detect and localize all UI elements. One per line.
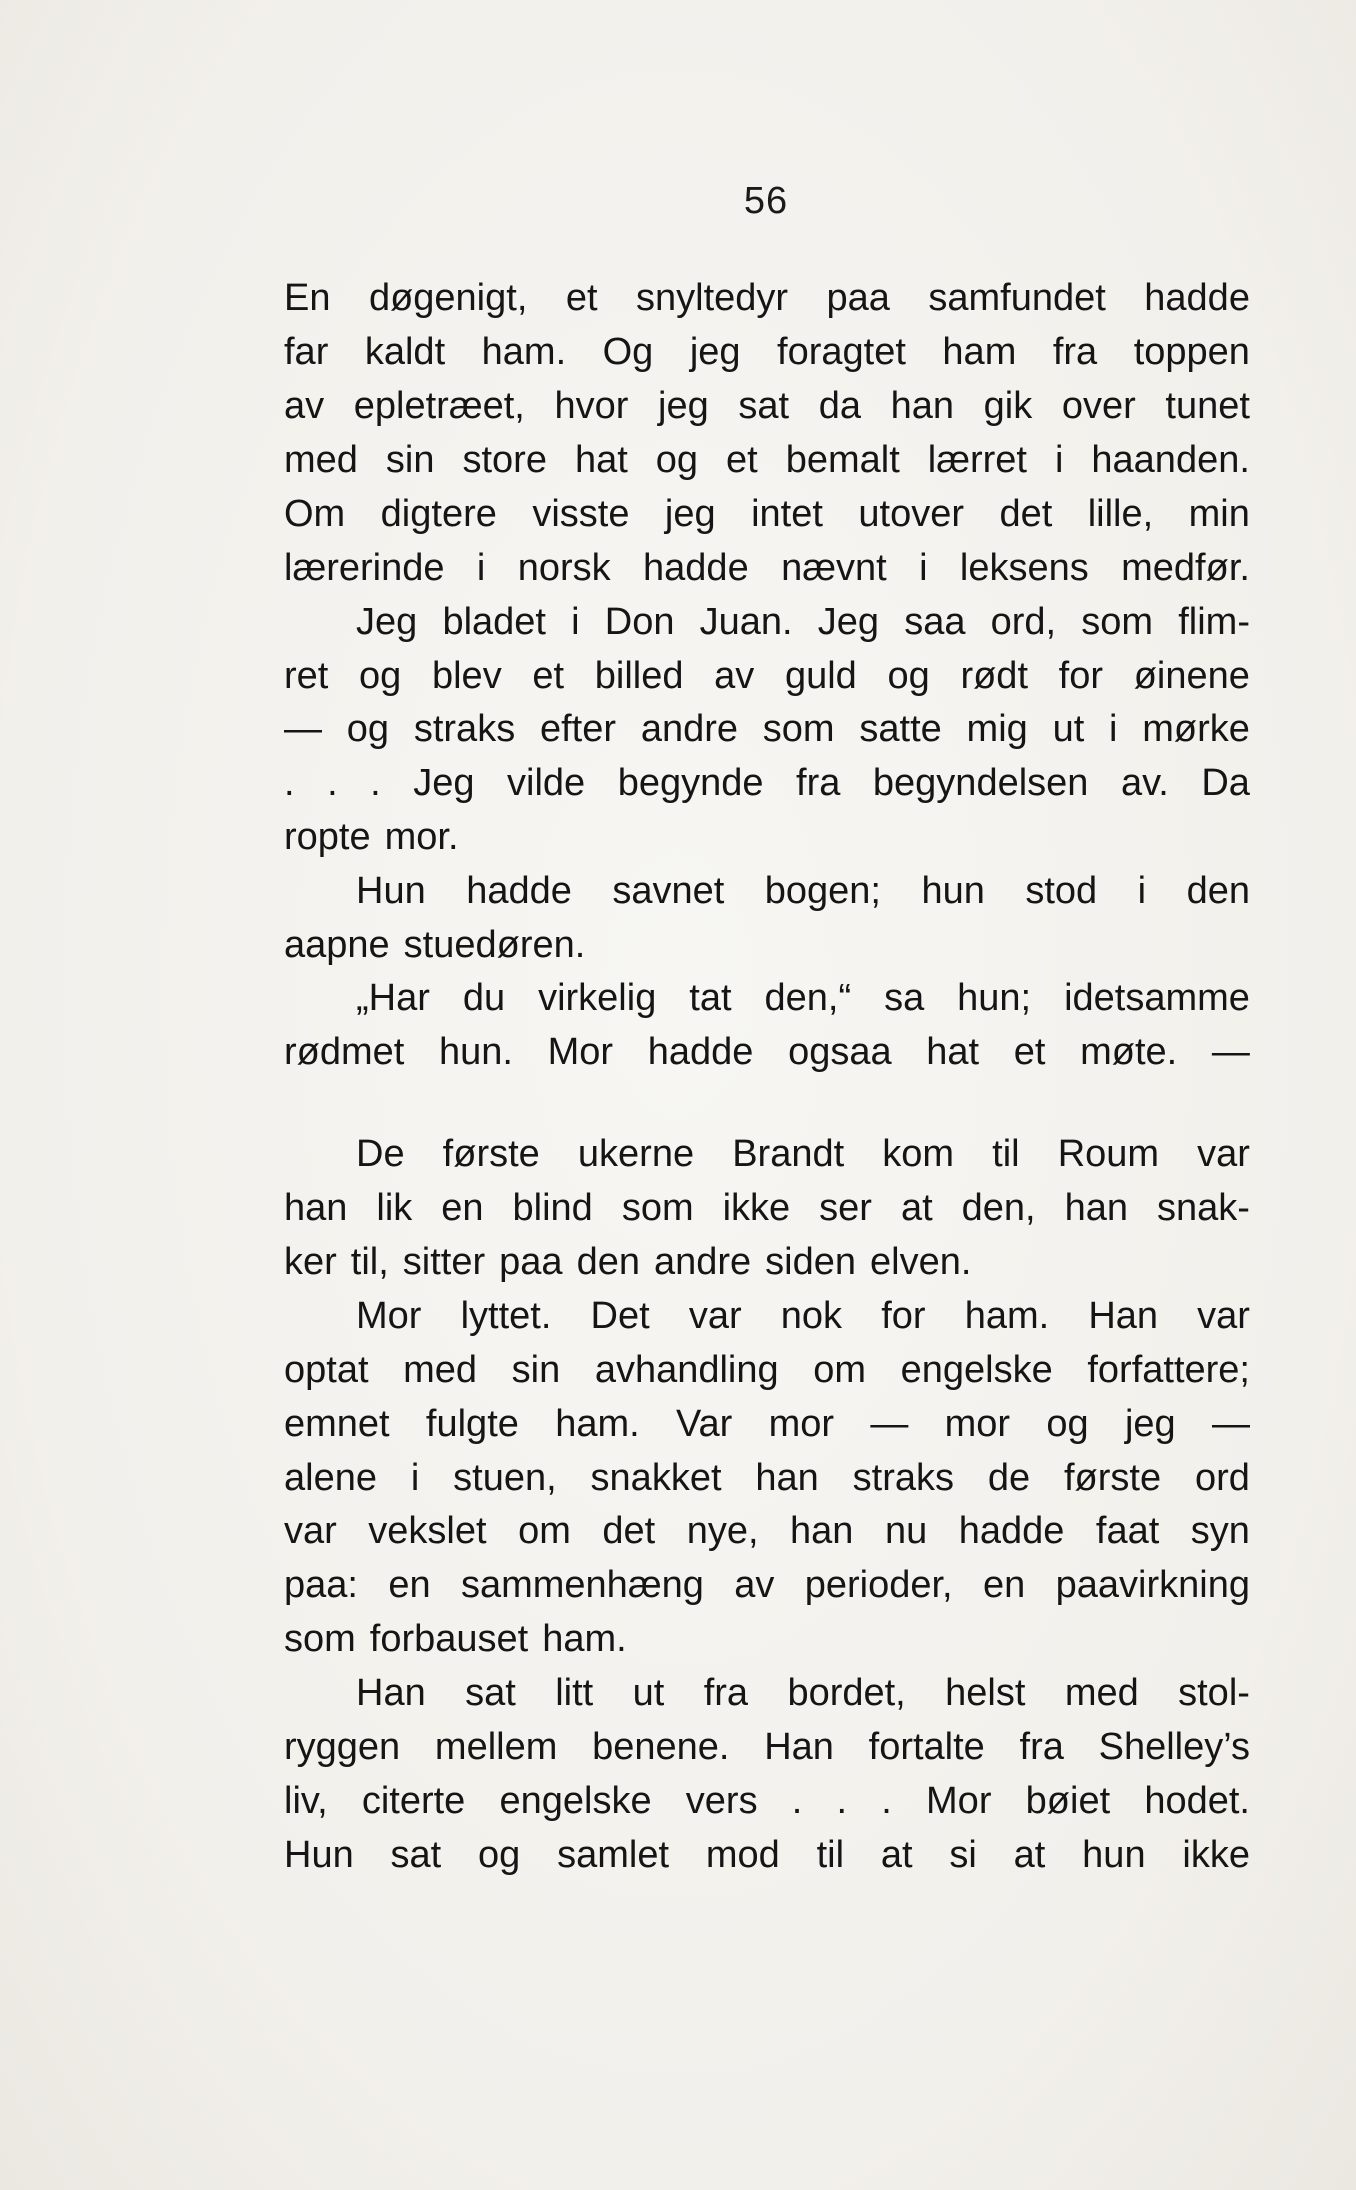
text-line: . . . Jeg vilde begynde fra begyndelsen av. Da: [284, 762, 1250, 804]
text-line: ropte mor.: [284, 816, 459, 858]
text-line: han lik en blind som ikke ser at den, han snak-: [284, 1187, 1250, 1229]
text-line: liv, citerte engelske vers . . . Mor bøiet hodet.: [284, 1780, 1250, 1822]
text-line: — og straks efter andre som satte mig ut i mørke: [284, 708, 1250, 750]
text-line: Jeg bladet i Don Juan. Jeg saa ord, som flim-: [356, 601, 1250, 643]
text-line: „Har du virkelig tat den,“ sa hun; idetsamme: [356, 977, 1250, 1019]
text-line: som forbauset ham.: [284, 1618, 627, 1660]
text-line: Hun sat og samlet mod til at si at hun ikke: [284, 1834, 1250, 1876]
text-line: lærerinde i norsk hadde nævnt i leksens medfør.: [284, 547, 1250, 589]
text-line: En døgenigt, et snyltedyr paa samfundet hadde: [284, 277, 1250, 319]
text-line: Mor lyttet. Det var nok for ham. Han var: [356, 1295, 1250, 1337]
text-line: ret og blev et billed av guld og rødt for øinene: [284, 655, 1250, 697]
text-line: var vekslet om det nye, han nu hadde faat syn: [284, 1510, 1250, 1552]
text-line: emnet fulgte ham. Var mor — mor og jeg —: [284, 1403, 1250, 1445]
text-line: optat med sin avhandling om engelske forfattere;: [284, 1349, 1250, 1391]
text-line: Hun hadde savnet bogen; hun stod i den: [356, 870, 1250, 912]
text-line: ryggen mellem benene. Han fortalte fra Shelley’s: [284, 1726, 1250, 1768]
text-line: alene i stuen, snakket han straks de første ord: [284, 1457, 1250, 1499]
text-line: paa: en sammenhæng av perioder, en paavirkning: [284, 1564, 1250, 1606]
page-number: 56: [743, 180, 789, 222]
text-line: aapne stuedøren.: [284, 924, 586, 966]
text-line: Om digtere visste jeg intet utover det lille, min: [284, 493, 1250, 535]
text-line: Han sat litt ut fra bordet, helst med stol-: [356, 1672, 1250, 1714]
text-line: med sin store hat og et bemalt lærret i haanden.: [284, 439, 1250, 481]
text-line: far kaldt ham. Og jeg foragtet ham fra toppen: [284, 331, 1250, 373]
text-line: rødmet hun. Mor hadde ogsaa hat et møte. —: [284, 1031, 1250, 1073]
text-line: av epletræet, hvor jeg sat da han gik over tunet: [284, 385, 1250, 427]
text-line: De første ukerne Brandt kom til Roum var: [356, 1133, 1250, 1175]
text-line: ker til, sitter paa den andre siden elven.: [284, 1241, 972, 1283]
